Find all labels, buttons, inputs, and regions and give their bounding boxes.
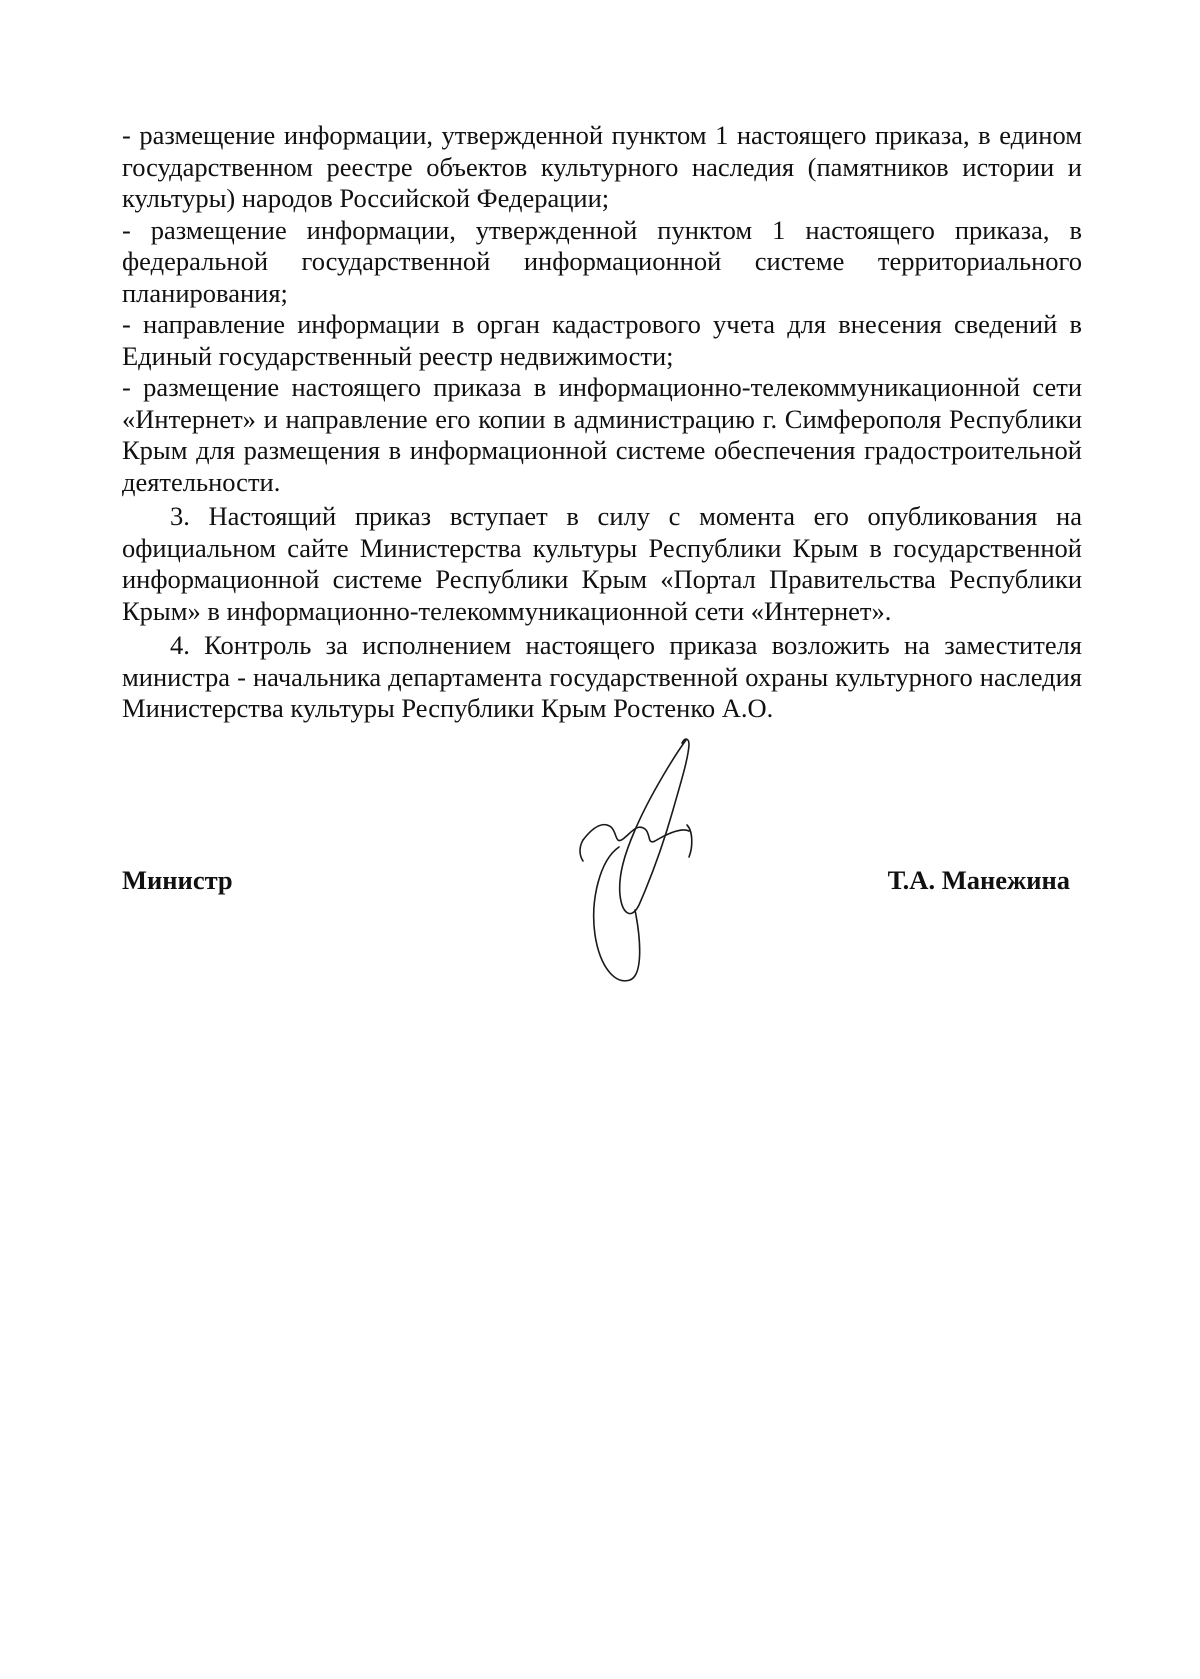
list-item-planning-system: - размещение информации, утвержденной пунктом 1 настоящего приказа, в федеральной государственной информационной системе территориального планирования;: [122, 214, 1082, 308]
signatory-title: Министр: [122, 865, 233, 895]
clause-4: 4. Контроль за исполнением настоящего приказа возложить на заместителя министра - начальника департамента государственной охраны культурного наследия Министерства культуры Республики Крым Ростенко А.О.: [122, 630, 1082, 723]
list-item-cadastral: - направление информации в орган кадастрового учета для внесения сведений в Единый государственный реестр недвижимости;: [122, 309, 1082, 371]
list-item-registry: - размещение информации, утвержденной пунктом 1 настоящего приказа, в едином государственном реестре объектов культурного наследия (памятников истории и культуры) народов Российской Федерации;: [122, 120, 1082, 213]
list-item-internet-publication: - размещение настоящего приказа в информационно-телекоммуникационной сети «Интернет» и направление его копии в администрацию г. Симферополя Республики Крым для размещения в информационной системе обеспечения градостроительной деятельности.: [122, 372, 1082, 497]
document-body: [122, 120, 1082, 725]
signatory-name: Т.А. Манежина: [887, 865, 1070, 895]
clause-3: 3. Настоящий приказ вступает в силу с момента его опубликования на официальном сайте Министерства культуры Республики Крым в государственной информационной системе Республики Крым «Портал Правительства Республики Крым» в информационно-телекоммуникационной сети «Интернет».: [122, 501, 1082, 626]
handwritten-signature: [555, 735, 755, 1005]
